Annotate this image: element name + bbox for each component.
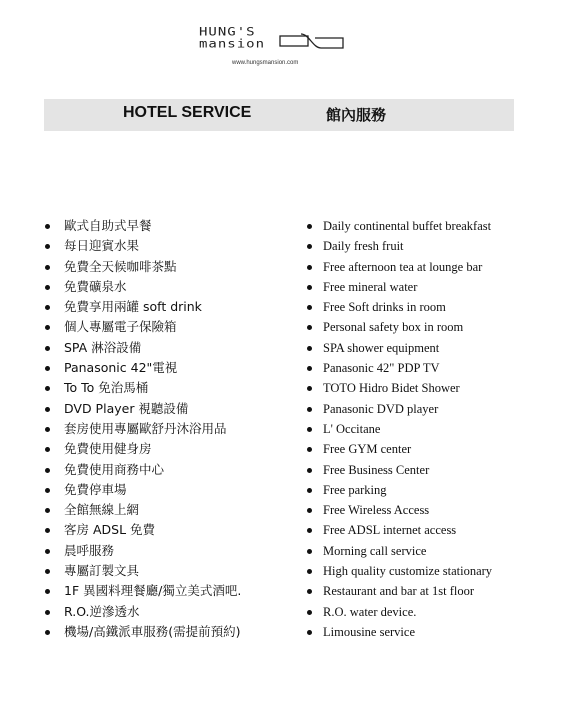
- logo-mark-icon: [279, 33, 345, 49]
- service-zh-item-text: 免費使用健身房: [64, 441, 152, 457]
- service-en-item-text: TOTO Hidro Bidet Shower: [323, 381, 460, 396]
- service-en-item: [306, 561, 492, 581]
- bullet-icon: [307, 346, 312, 351]
- service-en-item: [306, 297, 492, 317]
- service-zh-item-text: 專屬訂製文具: [64, 563, 140, 579]
- bullet-icon: [45, 488, 50, 493]
- bullet-icon: [45, 447, 50, 452]
- service-zh-item-text: 套房使用專屬歐舒丹沐浴用品: [64, 420, 227, 436]
- service-zh-item: [44, 419, 241, 439]
- service-zh-item-text: 免費享用兩罐 soft drink: [64, 299, 202, 315]
- bullet-icon: [45, 386, 50, 391]
- service-en-item-text: Free parking: [323, 482, 387, 497]
- bullet-icon: [307, 549, 312, 554]
- service-en-item-text: Free mineral water: [323, 279, 418, 294]
- service-en-item: [306, 581, 492, 601]
- website-url: www.hungsmansion.com: [232, 60, 299, 66]
- service-en-item: [306, 358, 492, 378]
- service-en-item-text: Free Soft drinks in room: [323, 300, 446, 315]
- service-en-item: [306, 460, 492, 480]
- service-en-item-text: Daily fresh fruit: [323, 239, 404, 254]
- bullet-icon: [45, 589, 50, 594]
- bullet-icon: [307, 224, 312, 229]
- bullet-icon: [307, 244, 312, 249]
- bullet-icon: [307, 569, 312, 574]
- section-title-en: HOTEL SERVICE: [123, 104, 252, 121]
- service-zh-item: [44, 317, 241, 337]
- bullet-icon: [307, 305, 312, 310]
- service-en-item-text: Free Business Center: [323, 462, 430, 477]
- service-en-item-text: Daily continental buffet breakfast: [323, 219, 492, 233]
- bullet-icon: [45, 528, 50, 533]
- service-en-item: [306, 378, 492, 398]
- bullet-icon: [307, 447, 312, 452]
- service-zh-item: [44, 277, 241, 297]
- service-en-item: [306, 399, 492, 419]
- service-zh-item-text: 歐式自助式早餐: [64, 218, 152, 233]
- bullet-icon: [45, 569, 50, 574]
- bullet-icon: [45, 265, 50, 270]
- service-list-english: [306, 216, 492, 642]
- service-zh-item: [44, 216, 241, 236]
- service-en-item-text: Free ADSL internet access: [323, 523, 457, 538]
- bullet-icon: [45, 407, 50, 412]
- service-zh-item: [44, 439, 241, 459]
- bullet-icon: [45, 285, 50, 290]
- section-banner: [44, 99, 514, 131]
- service-en-item: [306, 277, 492, 297]
- service-en-item-text: High quality customize stationary: [323, 564, 493, 579]
- bullet-icon: [307, 386, 312, 391]
- service-zh-item-text: 機場/高鐵派車服務(需提前預約): [64, 623, 241, 639]
- service-en-item: [306, 257, 492, 277]
- bullet-icon: [45, 244, 50, 249]
- bullet-icon: [307, 630, 312, 635]
- service-zh-item-text: R.O.逆滲透水: [64, 603, 140, 619]
- service-en-item-text: SPA shower equipment: [323, 340, 440, 355]
- service-zh-item: [44, 602, 241, 622]
- service-en-item: [306, 317, 492, 337]
- service-en-item: [306, 622, 492, 642]
- service-en-item: [306, 216, 492, 236]
- service-zh-item-text: 1F 異國料理餐廳/獨立美式酒吧.: [64, 583, 242, 599]
- service-zh-item: [44, 500, 241, 520]
- service-en-item-text: R.O. water device.: [323, 604, 417, 619]
- service-zh-item-text: Panasonic 42"電視: [64, 360, 178, 376]
- bullet-icon: [307, 407, 312, 412]
- service-zh-item: [44, 561, 241, 581]
- service-zh-item: [44, 399, 241, 419]
- service-zh-item-text: 全館無線上網: [64, 502, 140, 518]
- bullet-icon: [307, 610, 312, 615]
- bullet-icon: [45, 325, 50, 330]
- service-zh-item-text: 客房 ADSL 免費: [64, 522, 156, 538]
- bullet-icon: [45, 427, 50, 432]
- service-zh-item-text: 晨呼服務: [64, 542, 115, 558]
- service-en-item-text: L' Occitane: [323, 421, 381, 436]
- bullet-icon: [45, 549, 50, 554]
- service-zh-item: [44, 236, 241, 256]
- bullet-icon: [45, 224, 50, 229]
- service-en-item-text: Personal safety box in room: [323, 320, 464, 335]
- service-zh-item: [44, 520, 241, 540]
- bullet-icon: [307, 508, 312, 513]
- bullet-icon: [307, 488, 312, 493]
- service-zh-item-text: 個人專屬電子保險箱: [64, 319, 177, 335]
- bullet-icon: [307, 528, 312, 533]
- bullet-icon: [45, 508, 50, 513]
- service-zh-item: [44, 622, 241, 642]
- service-zh-item: [44, 581, 241, 601]
- service-zh-item: [44, 358, 241, 378]
- service-zh-item: [44, 541, 241, 561]
- logo-wordmark-line1: HUNG'S: [199, 25, 256, 39]
- service-zh-item: [44, 338, 241, 358]
- bullet-icon: [307, 325, 312, 330]
- bullet-icon: [307, 366, 312, 371]
- service-en-item: [306, 520, 492, 540]
- service-en-item: [306, 480, 492, 500]
- service-zh-item-text: 免費使用商務中心: [64, 461, 165, 477]
- service-en-item: [306, 236, 492, 256]
- service-zh-item-text: 每日迎賓水果: [64, 238, 140, 254]
- service-en-item-text: Restaurant and bar at 1st floor: [323, 584, 474, 599]
- bullet-icon: [307, 427, 312, 432]
- service-en-item-text: Free afternoon tea at lounge bar: [323, 259, 483, 274]
- service-en-item: [306, 541, 492, 561]
- service-en-item: [306, 500, 492, 520]
- service-en-item: [306, 338, 492, 358]
- service-zh-item: [44, 460, 241, 480]
- service-zh-item-text: 免費停車場: [64, 481, 127, 497]
- service-list-chinese: [44, 216, 241, 642]
- service-en-item-text: Panasonic DVD player: [323, 401, 439, 416]
- bullet-icon: [45, 468, 50, 473]
- hotel-logo: [199, 25, 359, 66]
- service-en-item-text: Free Wireless Access: [323, 503, 430, 518]
- service-zh-item: [44, 257, 241, 277]
- bullet-icon: [45, 346, 50, 351]
- service-zh-item: [44, 480, 241, 500]
- bullet-icon: [307, 468, 312, 473]
- section-title-zh: 館內服務: [326, 106, 387, 124]
- bullet-icon: [45, 630, 50, 635]
- service-zh-item-text: SPA 淋浴設備: [64, 339, 142, 355]
- service-en-item: [306, 439, 492, 459]
- service-zh-item-text: 免費礦泉水: [64, 278, 127, 294]
- service-zh-item-text: To To 免治馬桶: [64, 380, 149, 396]
- bullet-icon: [307, 285, 312, 290]
- bullet-icon: [45, 610, 50, 615]
- service-en-item-text: Morning call service: [323, 543, 427, 558]
- service-zh-item: [44, 297, 241, 317]
- bullet-icon: [45, 305, 50, 310]
- service-en-item: [306, 419, 492, 439]
- logo-wordmark-line2: mansion: [199, 37, 266, 51]
- service-zh-item-text: 免費全天候咖啡茶點: [64, 258, 177, 274]
- service-en-item-text: Limousine service: [323, 624, 415, 639]
- bullet-icon: [45, 366, 50, 371]
- service-zh-item-text: DVD Player 視聽設備: [64, 400, 189, 416]
- bullet-icon: [307, 589, 312, 594]
- service-en-item: [306, 602, 492, 622]
- bullet-icon: [307, 265, 312, 270]
- service-en-item-text: Free GYM center: [323, 442, 412, 457]
- service-zh-item: [44, 378, 241, 398]
- service-en-item-text: Panasonic 42" PDP TV: [323, 361, 440, 376]
